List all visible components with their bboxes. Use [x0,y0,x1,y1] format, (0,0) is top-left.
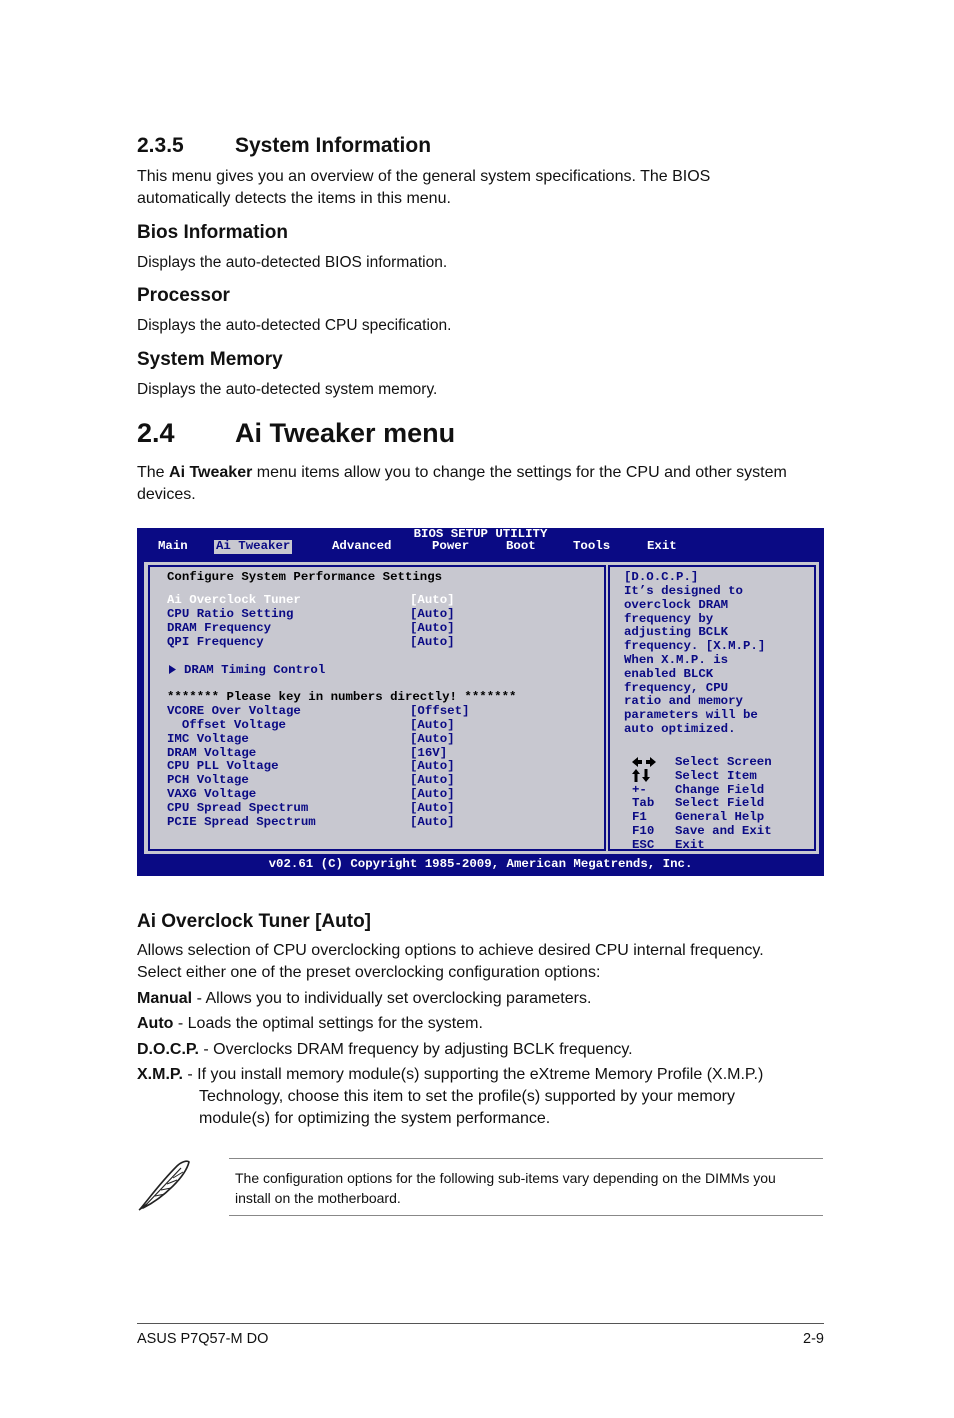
setting-value[interactable]: [Auto] [410,801,455,815]
help-line: It’s designed to [624,584,743,598]
key-label: Tab [632,796,655,810]
help-line: When X.M.P. is [624,653,729,667]
submenu-arrow-icon [168,664,177,675]
option-text: module(s) for optimizing the system performance. [199,1110,551,1127]
option-docp [137,1039,633,1061]
help-line: [D.O.C.P.] [624,570,699,584]
setting-label[interactable]: DRAM Voltage [167,746,257,760]
setting-label[interactable]: PCH Voltage [167,773,249,787]
system-memory-heading: System Memory [137,349,283,370]
help-line: ratio and memory [624,694,743,708]
bios-menu-power[interactable]: Power [432,539,470,553]
setting-label[interactable]: IMC Voltage [167,732,249,746]
system-memory-text: Displays the auto-detected system memory. [137,381,438,398]
help-line: adjusting BCLK [624,625,729,639]
setting-label[interactable]: PCIE Spread Spectrum [167,815,316,829]
option-text: - If you install memory module(s) supporting the eXtreme Memory Profile (X.M.P.) [182,1066,764,1083]
intro-text: menu items allow you to change the settings for the CPU and other system [252,464,787,481]
bios-help-frame [608,565,816,851]
setting-label[interactable]: Offset Voltage [167,718,286,732]
tuner-heading: Ai Overclock Tuner [Auto] [137,911,372,932]
help-line: frequency. [X.M.P.] [624,639,766,653]
setting-label[interactable]: VAXG Voltage [167,787,257,801]
key-action: Select Item [675,769,757,783]
setting-label[interactable]: CPU Spread Spectrum [167,801,309,815]
notice-text: ******* Please key in numbers directly! ******* [167,690,517,704]
note-line: The configuration options for the following sub-items vary depending on the DIMMs you [235,1170,776,1186]
tuner-intro [137,940,764,984]
option-xmp-cont [199,1086,735,1130]
option-label: X.M.P. [137,1066,183,1083]
bios-main-panel [144,562,608,854]
note-top-rule [229,1158,823,1159]
section-number: 2.4 [137,418,175,448]
note-bottom-rule [229,1215,823,1216]
section-intro [137,166,710,210]
option-text: - Overclocks DRAM frequency by adjusting BCLK frequency. [198,1041,633,1058]
help-line: frequency, CPU [624,681,729,695]
note-line: install on the motherboard. [235,1190,401,1206]
key-label: +- [632,783,647,797]
key-label: F1 [632,810,647,824]
note-feather-icon [137,1156,193,1212]
submenu-dram-timing[interactable]: DRAM Timing Control [184,663,326,677]
bios-menu-advanced[interactable]: Advanced [332,539,392,553]
bios-menu-boot[interactable]: Boot [506,539,536,553]
setting-value[interactable]: [Auto] [410,815,455,829]
setting-value[interactable]: [Auto] [410,732,455,746]
footer-page-number: 2-9 [803,1331,824,1347]
bios-info-heading: Bios Information [137,222,288,243]
section-intro [137,462,787,506]
intro-bold: Ai Tweaker [169,464,253,481]
setting-value[interactable]: [Auto] [410,718,455,732]
left-right-arrows-icon [632,756,656,768]
up-down-arrows-icon [632,769,650,782]
intro-text: The [137,464,170,481]
option-xmp [137,1064,763,1086]
setting-value[interactable]: [Auto] [410,635,455,649]
key-label: ESC [632,838,655,852]
setting-label[interactable]: DRAM Frequency [167,621,272,635]
section-heading-2-4 [137,418,455,449]
key-action: General Help [675,810,765,824]
tuner-line: Select either one of the preset overclocking configuration options: [137,964,601,981]
option-auto [137,1013,483,1035]
intro-line: automatically detects the items in this menu. [137,190,451,207]
processor-text: Displays the auto-detected CPU specification. [137,317,452,334]
footer-product: ASUS P7Q57-M DO [137,1331,269,1347]
key-action: Select Screen [675,755,772,769]
setting-value[interactable]: [Auto] [410,787,455,801]
section-title: System Information [235,134,432,157]
help-line: overclock DRAM [624,598,729,612]
key-action: Save and Exit [675,824,772,838]
key-action: Select Field [675,796,765,810]
bios-copyright: v02.61 (C) Copyright 1985-2009, American Megatrends, Inc. [268,857,693,871]
setting-label[interactable]: CPU PLL Voltage [167,759,279,773]
setting-label-selected[interactable]: Ai Overclock Tuner [167,593,301,607]
setting-label[interactable]: VCORE Over Voltage [167,704,301,718]
setting-value[interactable]: [Auto] [410,759,455,773]
intro-line: This menu gives you an overview of the general system specifications. The BIOS [137,168,711,185]
panel-title: Configure System Performance Settings [167,570,443,584]
help-line: enabled BLCK [624,667,714,681]
section-heading-2-3-5 [137,134,431,158]
setting-value[interactable]: [Auto] [410,773,455,787]
key-action: Exit [675,838,705,852]
setting-value-selected[interactable]: [Auto] [410,593,455,607]
setting-value[interactable]: [Auto] [410,607,455,621]
option-text: - Loads the optimal settings for the system. [173,1015,483,1032]
help-line: frequency by [624,612,714,626]
key-action: Change Field [675,783,765,797]
option-label: Manual [137,990,193,1007]
option-manual [137,988,591,1010]
setting-label[interactable]: QPI Frequency [167,635,264,649]
tuner-line: Allows selection of CPU overclocking options to achieve desired CPU internal frequency. [137,942,764,959]
option-text: Technology, choose this item to set the profile(s) supported by your memory [199,1088,735,1105]
bios-screen [137,528,824,876]
bios-menu-exit[interactable]: Exit [647,539,677,553]
bios-main-frame [148,565,606,851]
setting-value[interactable]: [Offset] [410,704,470,718]
bios-menu-tools[interactable]: Tools [573,539,611,553]
setting-value[interactable]: [Auto] [410,621,455,635]
processor-heading: Processor [137,285,230,306]
section-number: 2.3.5 [137,134,184,157]
bios-info-text: Displays the auto-detected BIOS information. [137,254,448,271]
setting-value[interactable]: [16V] [410,746,448,760]
help-line: parameters will be [624,708,758,722]
setting-label[interactable]: CPU Ratio Setting [167,607,294,621]
help-line: auto optimized. [624,722,736,736]
bios-help-panel [608,562,819,854]
bios-menu-main[interactable]: Main [158,539,188,553]
footer-rule [137,1323,824,1324]
option-label: D.O.C.P. [137,1041,199,1058]
intro-line: devices. [137,486,196,503]
bios-menu-ai-tweaker[interactable]: Ai Tweaker [216,539,291,553]
option-label: Auto [137,1015,174,1032]
section-title: Ai Tweaker menu [235,418,456,448]
bios-title: BIOS SETUP UTILITY [413,527,548,541]
option-text: - Allows you to individually set overclocking parameters. [192,990,592,1007]
note-text [235,1168,776,1208]
key-label: F10 [632,824,655,838]
